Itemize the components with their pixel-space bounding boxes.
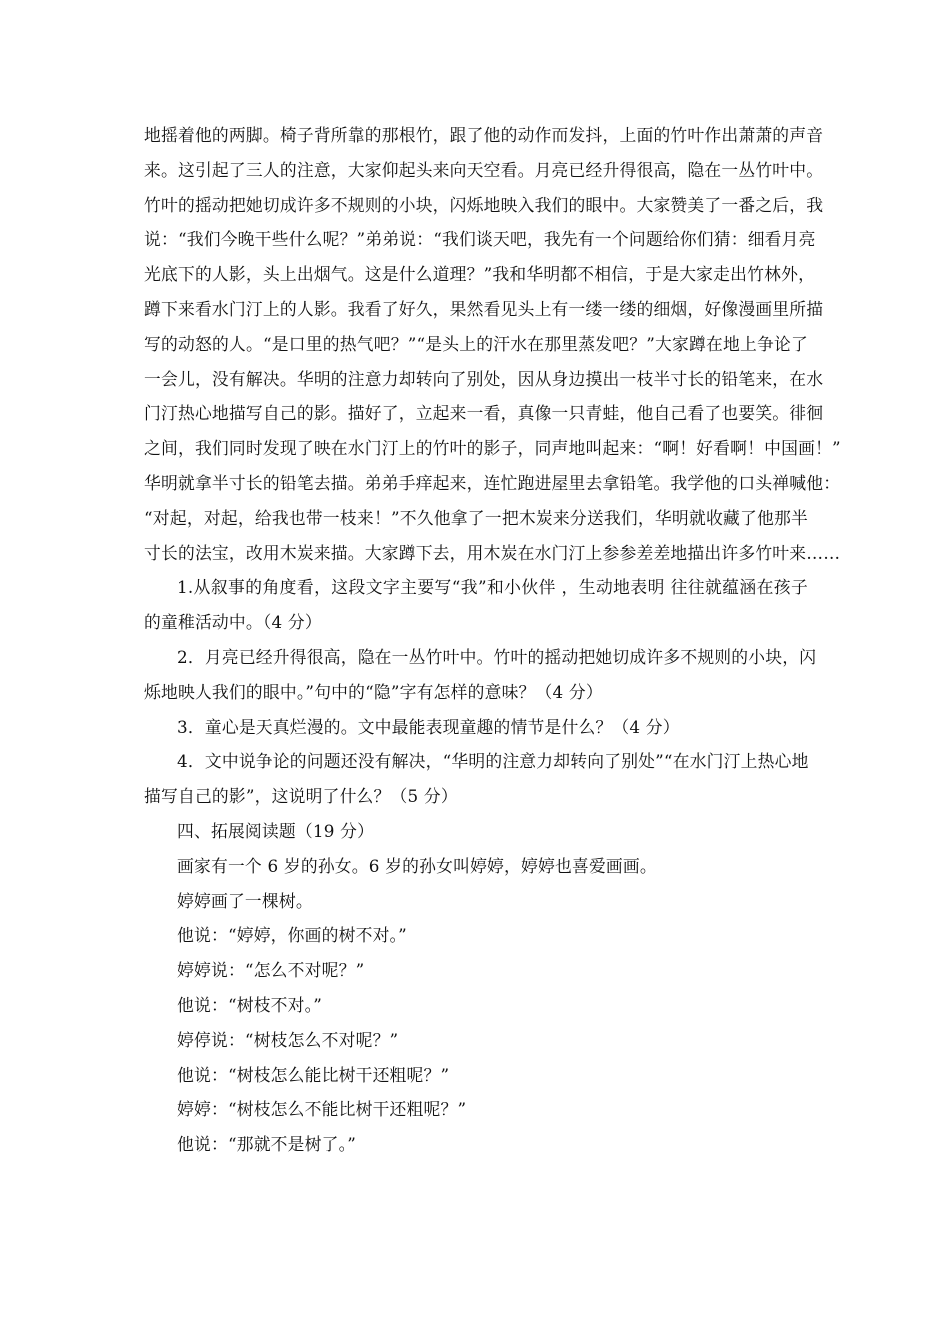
section-4 <box>144 814 808 1162</box>
question-4-line: 描写自己的影”，这说明了什么？（5 分） <box>144 786 458 807</box>
passage-line: 光底下的人影，头上出烟气。这是什么道理？”我和华明都不相信，于是大家走出竹林外， <box>144 264 816 285</box>
question-2-line: 2．月亮已经升得很高，隐在一丛竹叶中。竹叶的摇动把她切成许多不规则的小块，闪 <box>177 646 817 667</box>
question-4-line: 4．文中说争论的问题还没有解决，“华明的注意力却转向了别处”“在水门汀上热心地 <box>177 751 809 772</box>
section-4-line: 婷婷说：“怎么不对呢？” <box>177 960 365 981</box>
passage-line: 来。这引起了三人的注意，大家仰起头来向天空看。月亮已经升得很高，隐在一丛竹叶中。 <box>144 159 824 180</box>
question-1 <box>144 570 808 640</box>
section-4-line: 他说：“那就不是树了。” <box>177 1134 356 1155</box>
passage-line: 说：“我们今晚干些什么呢？”弟弟说：“我们谈天吧，我先有一个问题给你们猜：细看月亮 <box>144 229 816 250</box>
passage-line: 竹叶的摇动把她切成许多不规则的小块，闪烁地映入我们的眼中。大家赞美了一番之后，我 <box>144 194 824 215</box>
question-1-line: 的童稚活动中。（4 分） <box>144 612 322 633</box>
passage-line: 之间，我们同时发现了映在水门汀上的竹叶的影子，同声地叫起来：“啊！好看啊！中国画！” <box>144 438 841 459</box>
question-4 <box>144 744 808 814</box>
question-3 <box>144 710 808 745</box>
question-2 <box>144 640 817 710</box>
passage-line: 门汀热心地描写自己的影。描好了，立起来一看，真像一只青蛙，他自己看了也要笑。徘徊 <box>144 403 824 424</box>
passage-line: 蹲下来看水门汀上的人影。我看了好久，果然看见头上有一缕一缕的细烟，好像漫画里所描 <box>144 298 824 319</box>
passage-line: 寸长的法宝，改用木炭来描。大家蹲下去，用木炭在水门汀上参参差差地描出许多竹叶来…… <box>144 542 841 563</box>
passage-line: “对起，对起，给我也带一枝来！”不久他拿了一把木炭来分送我们，华明就收藏了他那半 <box>144 507 808 528</box>
passage-line: 一会儿，没有解决。华明的注意力却转向了别处，因从身边摸出一枝半寸长的铅笔来，在水 <box>144 368 824 389</box>
section-4-heading: 四、拓展阅读题（19 分） <box>177 820 375 841</box>
section-4-line: 婷停说：“树枝怎么不对呢？” <box>177 1029 399 1050</box>
section-4-line: 婷婷：“树枝怎么不能比树干还粗呢？” <box>177 1099 467 1120</box>
page-content <box>144 118 841 1162</box>
question-2-line: 烁地映人我们的眼中。”句中的“隐”字有怎样的意味？（4 分） <box>144 681 603 702</box>
passage-paragraph <box>144 118 841 570</box>
question-3-line: 3．童心是天真烂漫的。文中最能表现童趣的情节是什么？（4 分） <box>177 716 680 737</box>
section-4-line: 他说：“婷婷，你画的树不对。” <box>177 925 407 946</box>
question-1-line: 1.从叙事的角度看，这段文字主要写“我”和小伙伴 ，生动地表明 往往就蕴涵在孩子 <box>177 577 808 598</box>
section-4-line: 他说：“树枝怎么能比树干还粗呢？” <box>177 1064 450 1085</box>
passage-line: 地摇着他的两脚。椅子背所靠的那根竹，跟了他的动作而发抖，上面的竹叶作出萧萧的声音 <box>144 125 824 145</box>
section-4-line: 婷婷画了一棵树。 <box>177 890 313 911</box>
section-4-line: 他说：“树枝不对。” <box>177 994 323 1015</box>
passage-line: 写的动怒的人。“是口里的热气吧？”“是头上的汗水在那里蒸发吧？”大家蹲在地上争论了 <box>144 333 808 354</box>
passage-line: 华明就拿半寸长的铅笔去描。弟弟手痒起来，连忙跑进屋里去拿铅笔。我学他的口头禅喊他： <box>144 472 841 493</box>
section-4-line: 画家有一个 6 岁的孙女。6 岁的孙女叫婷婷，婷婷也喜爱画画。 <box>177 855 657 876</box>
